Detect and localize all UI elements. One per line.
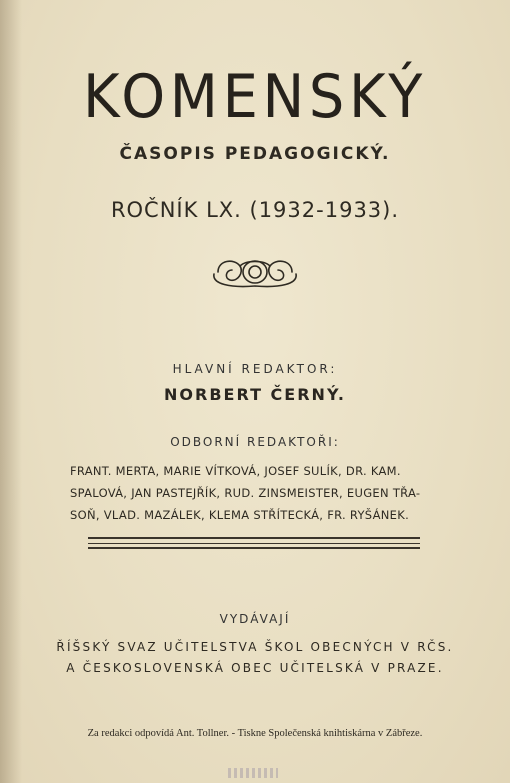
divider-rule (88, 547, 420, 549)
chief-editor-label: HLAVNÍ REDAKTOR: (172, 362, 338, 376)
associate-editors-label: ODBORNÍ REDAKTOŘI: (170, 435, 340, 449)
library-stamp (228, 768, 278, 778)
associate-editors-line: SPALOVÁ, JAN PASTEJŘÍK, RUD. ZINSMEISTER, EUGEN TŘA- (70, 486, 421, 500)
imprint-footer: Za redakci odpovídá Ant. Tollner. - Tiskne Společenská knihtiskárna v Zábřeze. (87, 728, 423, 739)
chief-editor-name: NORBERT ČERNÝ. (164, 385, 346, 404)
associate-editors-list (70, 460, 440, 526)
journal-title: KOMENSKÝ (83, 62, 427, 132)
publishers-label: VYDÁVAJÍ (219, 612, 291, 626)
volume-line: ROČNÍK LX. (1932-1933). (110, 198, 400, 222)
divider-rule (88, 537, 420, 539)
associate-editors-line: SOŇ, VLAD. MAZÁLEK, KLEMA STŘÍTECKÁ, FR. RYŠÁNEK. (70, 508, 410, 522)
publisher-line: A ČESKOSLOVENSKÁ OBEC UČITELSKÁ V PRAZE. (66, 661, 444, 675)
associate-editors-line: FRANT. MERTA, MARIE VÍTKOVÁ, JOSEF SULÍK, DR. KAM. (70, 464, 401, 478)
publisher-line: ŘÍŠSKÝ SVAZ UČITELSTVA ŠKOL OBECNÝCH V RČS. (56, 640, 454, 654)
journal-subtitle: ČASOPIS PEDAGOGICKÝ. (119, 144, 391, 164)
flourish-ornament-icon (0, 252, 510, 292)
divider-rule (88, 543, 420, 544)
